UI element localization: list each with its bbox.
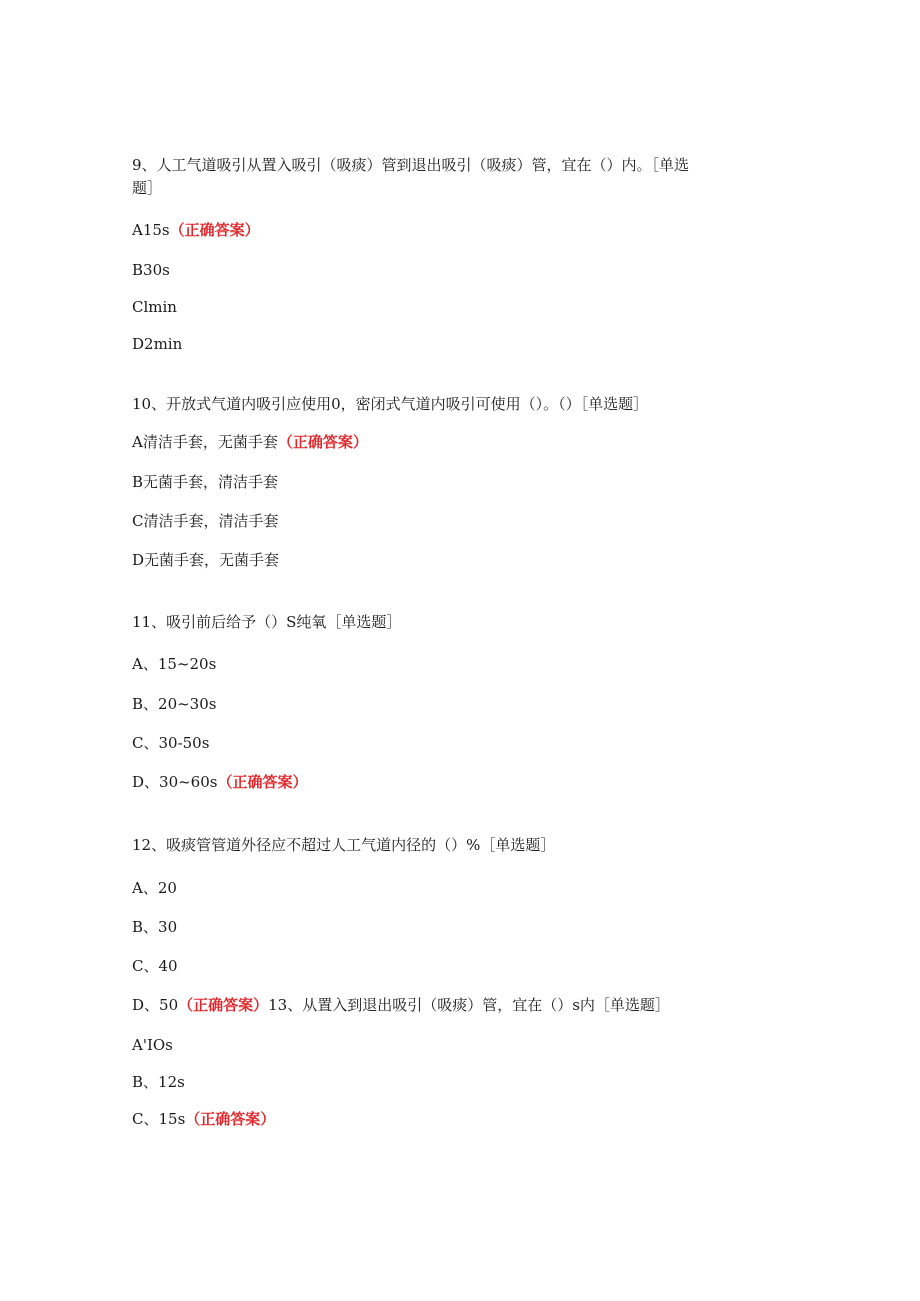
q9-option-c: Clmin bbox=[132, 298, 177, 316]
q12-option-d bbox=[132, 994, 670, 1016]
q12-option-b: B、30 bbox=[132, 918, 178, 936]
q13-option-c-text: C、15s bbox=[132, 1110, 186, 1128]
q9-stem-line2: 题］ bbox=[132, 179, 163, 197]
q10-correct-answer-mark: （正确答案） bbox=[277, 433, 368, 451]
q12-option-d-text: D、50 bbox=[132, 996, 179, 1014]
q12-option-a: A、20 bbox=[132, 879, 177, 897]
q11-option-d bbox=[132, 771, 307, 793]
q10-option-b: B无菌手套，清洁手套 bbox=[132, 473, 279, 491]
q9-stem-line1: 9、人工气道吸引从置入吸引（吸痰）管到退出吸引（吸痰）管，宜在（）内。［单选 bbox=[132, 156, 690, 174]
q10-option-c: C清洁手套，清洁手套 bbox=[132, 512, 279, 530]
q9-option-d: D2min bbox=[132, 335, 183, 353]
q11-option-b: B、20~30s bbox=[132, 695, 217, 713]
q12-correct-answer-mark: （正确答案） bbox=[178, 996, 269, 1014]
q10-option-a bbox=[132, 431, 368, 453]
q13-correct-answer-mark: （正确答案） bbox=[185, 1110, 276, 1128]
q12-option-c: C、40 bbox=[132, 957, 178, 975]
q10-stem: 10、开放式气道内吸引应使用0，密闭式气道内吸引可使用（）。（）［单选题］ bbox=[132, 395, 649, 413]
q11-option-a: A、15~20s bbox=[132, 655, 217, 673]
q11-option-c: C、30-50s bbox=[132, 734, 210, 752]
q9-option-a-text: A15s bbox=[132, 221, 170, 239]
q11-stem: 11、吸引前后给予（）S纯氧［单选题］ bbox=[132, 613, 402, 631]
q9-correct-answer-mark: （正确答案） bbox=[169, 221, 260, 239]
q12-stem: 12、吸痰管管道外径应不超过人工气道内径的（）%［单选题］ bbox=[132, 836, 556, 854]
q13-stem: 13、从置入到退出吸引（吸痰）管，宜在（）s内［单选题］ bbox=[268, 996, 670, 1014]
q11-option-d-text: D、30~60s bbox=[132, 773, 218, 791]
q11-correct-answer-mark: （正确答案） bbox=[217, 773, 308, 791]
q13-option-c bbox=[132, 1108, 275, 1130]
q13-option-a: A'IOs bbox=[132, 1036, 173, 1054]
q10-option-d: D无菌手套，无菌手套 bbox=[132, 551, 280, 569]
q13-option-b: B、12s bbox=[132, 1073, 185, 1091]
q9-option-a bbox=[132, 219, 260, 241]
q10-option-a-text: A清洁手套，无菌手套 bbox=[132, 433, 278, 451]
q9-option-b: B30s bbox=[132, 261, 170, 279]
